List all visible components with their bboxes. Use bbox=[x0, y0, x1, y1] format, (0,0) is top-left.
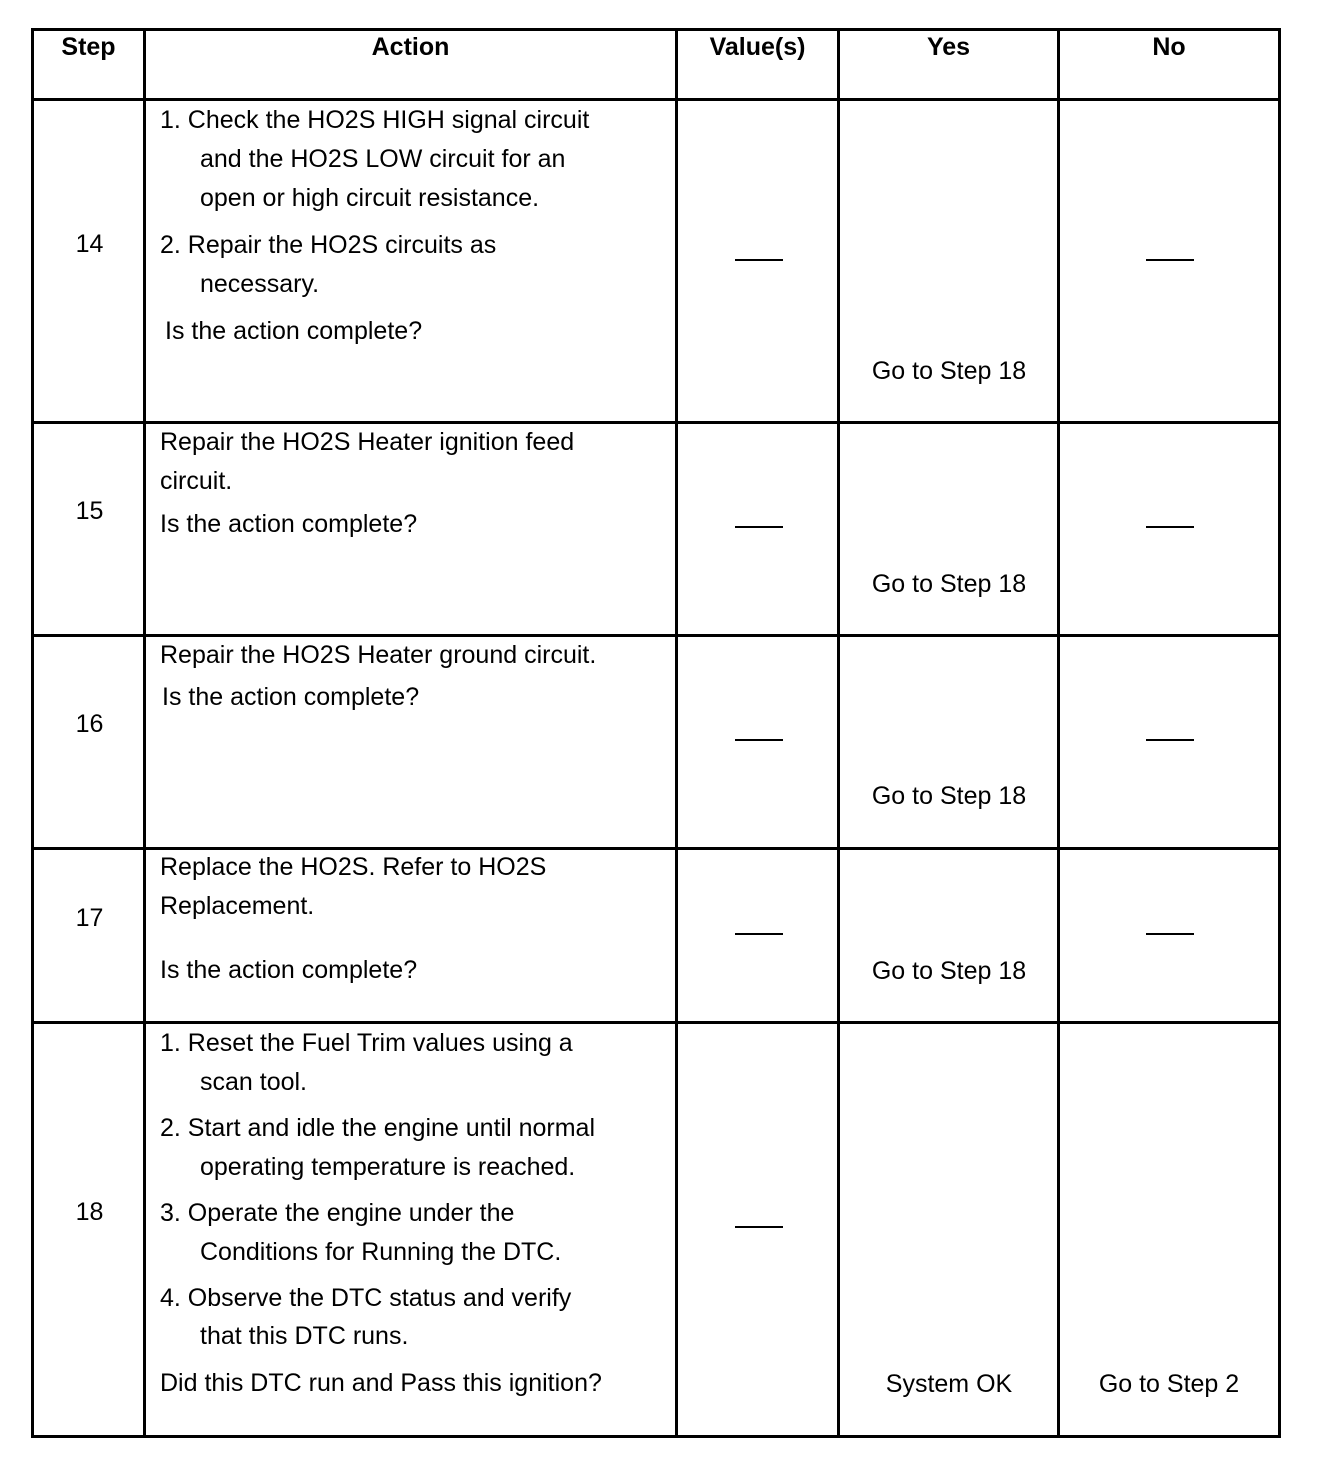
yes-result: Go to Step 18 bbox=[871, 357, 1027, 385]
value-dash bbox=[735, 1226, 783, 1228]
action-text: 2. Repair the HO2S circuits as bbox=[160, 231, 497, 259]
table-border-bottom bbox=[31, 1435, 1281, 1438]
no-result: Go to Step 2 bbox=[1098, 1370, 1240, 1398]
value-dash bbox=[735, 526, 783, 528]
value-dash bbox=[735, 739, 783, 741]
header-values: Value(s) bbox=[709, 33, 806, 61]
row-divider bbox=[31, 634, 1281, 637]
action-text: Replacement. bbox=[160, 892, 315, 920]
action-text: 4. Observe the DTC status and verify bbox=[160, 1284, 572, 1312]
action-question: Did this DTC run and Pass this ignition? bbox=[160, 1369, 602, 1397]
step-number: 17 bbox=[75, 904, 104, 932]
no-dash bbox=[1146, 526, 1194, 528]
action-text: 2. Start and idle the engine until normal bbox=[160, 1114, 595, 1142]
action-text: operating temperature is reached. bbox=[200, 1153, 576, 1181]
row-divider bbox=[31, 421, 1281, 424]
column-divider bbox=[1057, 28, 1060, 1438]
no-dash bbox=[1146, 739, 1194, 741]
action-text: circuit. bbox=[160, 467, 233, 495]
action-question: Is the action complete? bbox=[160, 510, 418, 538]
row-divider bbox=[31, 98, 1281, 101]
action-text: 3. Operate the engine under the bbox=[160, 1199, 515, 1227]
header-action: Action bbox=[371, 33, 450, 61]
action-text: Replace the HO2S. Refer to HO2S bbox=[160, 853, 547, 881]
action-text: scan tool. bbox=[200, 1068, 308, 1096]
action-question: Is the action complete? bbox=[162, 683, 420, 711]
action-text: 1. Reset the Fuel Trim values using a bbox=[160, 1029, 573, 1057]
action-text: Conditions for Running the DTC. bbox=[200, 1238, 562, 1266]
yes-result: System OK bbox=[885, 1370, 1013, 1398]
column-divider bbox=[675, 28, 678, 1438]
action-question: Is the action complete? bbox=[160, 956, 418, 984]
no-dash bbox=[1146, 933, 1194, 935]
yes-result: Go to Step 18 bbox=[871, 957, 1027, 985]
yes-result: Go to Step 18 bbox=[871, 782, 1027, 810]
action-text: Repair the HO2S Heater ignition feed bbox=[160, 428, 575, 456]
step-number: 15 bbox=[75, 497, 104, 525]
table-border-right bbox=[1278, 28, 1281, 1438]
action-text: 1. Check the HO2S HIGH signal circuit bbox=[160, 106, 590, 134]
action-text: necessary. bbox=[200, 270, 320, 298]
row-divider bbox=[31, 1021, 1281, 1024]
step-number: 18 bbox=[75, 1198, 104, 1226]
row-divider bbox=[31, 847, 1281, 850]
action-text: open or high circuit resistance. bbox=[200, 184, 540, 212]
action-text: Repair the HO2S Heater ground circuit. bbox=[160, 641, 597, 669]
value-dash bbox=[735, 259, 783, 261]
value-dash bbox=[735, 933, 783, 935]
action-text: that this DTC runs. bbox=[200, 1322, 409, 1350]
table-border-top bbox=[31, 28, 1281, 31]
column-divider bbox=[837, 28, 840, 1438]
step-number: 14 bbox=[75, 230, 104, 258]
no-dash bbox=[1146, 259, 1194, 261]
action-question: Is the action complete? bbox=[165, 317, 423, 345]
step-number: 16 bbox=[75, 710, 104, 738]
header-step: Step bbox=[61, 33, 116, 61]
header-no: No bbox=[1152, 33, 1186, 61]
yes-result: Go to Step 18 bbox=[871, 570, 1027, 598]
action-text: and the HO2S LOW circuit for an bbox=[200, 145, 566, 173]
header-yes: Yes bbox=[926, 33, 971, 61]
